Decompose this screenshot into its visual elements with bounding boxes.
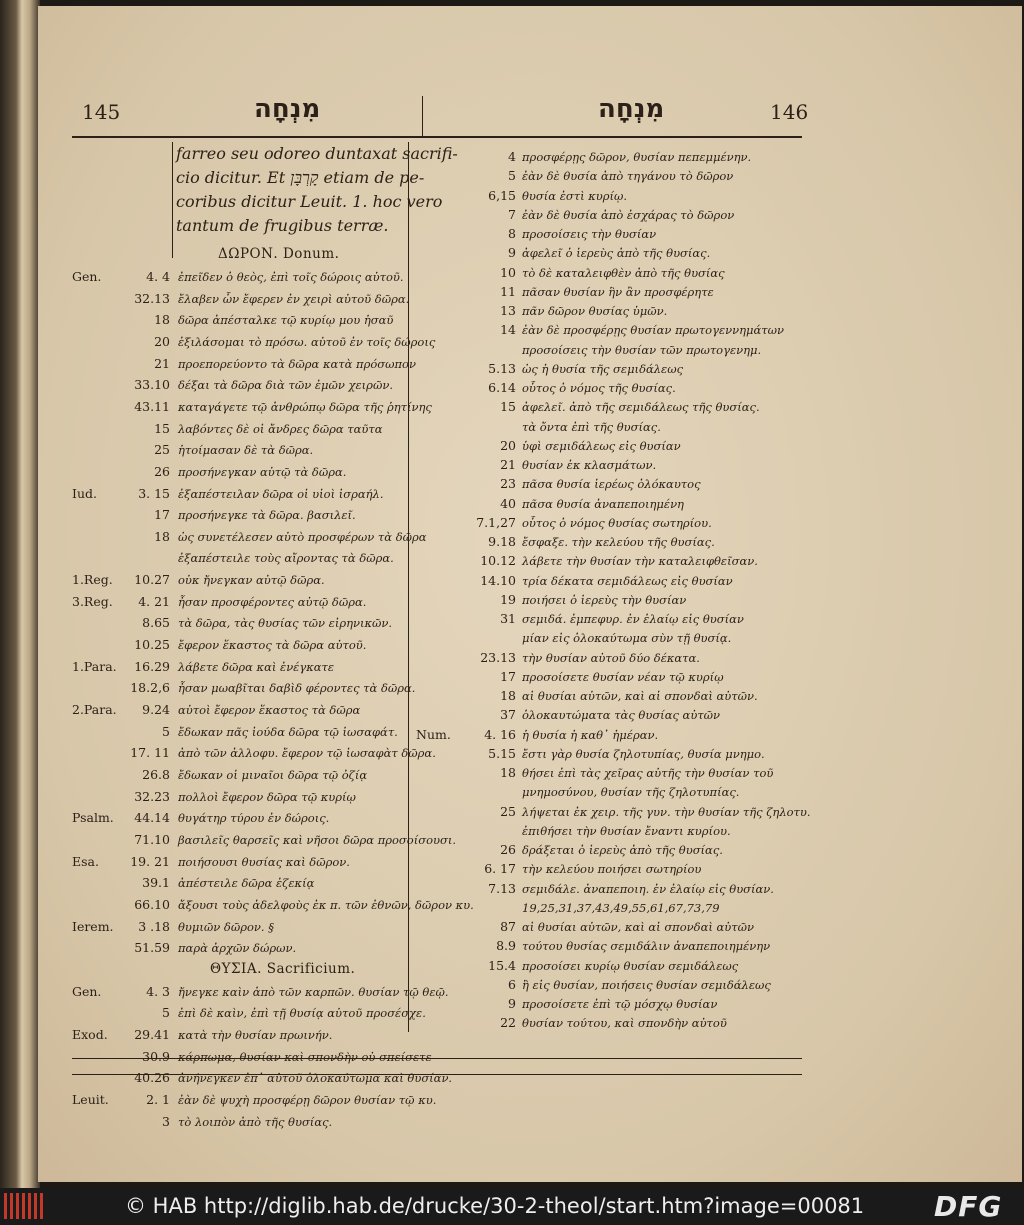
verse-reference: 37 bbox=[500, 707, 516, 723]
verse-reference: 17 bbox=[154, 507, 170, 523]
book-name: Psalm. bbox=[72, 810, 114, 826]
verse-reference: 4 bbox=[508, 149, 516, 164]
section-title-thysia: ΘΥΣΙΑ. Sacrificium. bbox=[210, 960, 356, 977]
book-name: 3.Reg. bbox=[72, 593, 113, 609]
greek-text: ὁλοκαυτώματα τὰς θυσίας αὐτῶν bbox=[522, 708, 721, 723]
intro-line: tantum de frugibus terræ. bbox=[176, 216, 389, 235]
verse-reference: 14.10 bbox=[480, 572, 516, 588]
verse-reference: 43.11 bbox=[134, 398, 170, 414]
verse-reference: 40.26 bbox=[134, 1070, 170, 1086]
left-doron-row bbox=[72, 786, 408, 808]
intro-line: farreo seu odoreo duntaxat sacrifi- bbox=[176, 144, 458, 163]
greek-text: ἔστι γὰρ θυσία ζηλοτυπίας, θυσία μνημο. bbox=[522, 746, 765, 761]
greek-text: πᾶσαν θυσίαν ἣν ἂν προσφέρητε bbox=[522, 284, 714, 299]
left-thysia-row bbox=[72, 1024, 408, 1046]
verse-reference: 10 bbox=[500, 264, 516, 280]
greek-text: ἐὰν δὲ θυσία ἀπὸ ἐσχάρας τὸ δῶρον bbox=[522, 207, 735, 222]
left-doron-row bbox=[72, 764, 408, 786]
greek-text: σεμιδάλε. ἀναπεποιη. ἐν ἐλαίῳ εἰς θυσίαν. bbox=[522, 881, 774, 896]
page-header bbox=[82, 92, 822, 132]
left-doron-row bbox=[72, 894, 474, 916]
section-title-doron: ΔΩΡΟΝ. Donum. bbox=[218, 246, 340, 262]
book-name: 1.Reg. bbox=[72, 572, 113, 588]
left-doron-row bbox=[72, 288, 408, 310]
greek-text: ἡτοίμασαν δὲ τὰ δῶρα. bbox=[178, 443, 314, 458]
book-name: Esa. bbox=[72, 853, 99, 869]
left-doron-row bbox=[72, 612, 408, 634]
hab-logo-icon bbox=[4, 1193, 46, 1221]
greek-text: κάρπωμα, θυσίαν καὶ σπονδὴν οὐ σπείσετε bbox=[178, 1049, 432, 1064]
left-doron-row bbox=[72, 916, 408, 938]
greek-text: τὰ δῶρα, τὰς θυσίας τῶν εἰρηνικῶν. bbox=[178, 616, 393, 631]
verse-reference: 18 bbox=[500, 765, 516, 780]
greek-text: ἐπεῖδεν ὁ θεὸς, ἐπὶ τοῖς δώροις αὐτοῦ. bbox=[178, 270, 404, 284]
footer-copyright: © HAB http://diglib.hab.de/drucke/30-2-theol/start.htm?image=00081 bbox=[125, 1194, 865, 1218]
greek-text: προσοίσετε θυσίαν νέαν τῷ κυρίῳ bbox=[522, 669, 724, 684]
verse-reference: 6. 17 bbox=[484, 861, 516, 877]
left-column bbox=[72, 142, 474, 1129]
left-doron-row bbox=[72, 872, 408, 894]
greek-text: τὰ ὄντα ἐπὶ τῆς θυσίας. bbox=[522, 419, 661, 434]
greek-text: προσοίσεις τὴν θυσίαν bbox=[522, 227, 657, 241]
greek-text: προσήνεγκαν αὐτῷ τὰ δῶρα. bbox=[178, 464, 347, 479]
left-doron-row bbox=[72, 742, 436, 764]
dfg-logo: DFG bbox=[934, 1190, 1003, 1223]
left-doron-row bbox=[72, 634, 408, 656]
header-rule bbox=[72, 136, 802, 138]
greek-text: 19,25,31,37,43,49,55,61,67,73,79 bbox=[522, 900, 720, 915]
greek-text: πᾶσα θυσία ἀναπεποιημένη bbox=[522, 496, 684, 511]
verse-reference: 10.27 bbox=[134, 572, 170, 588]
greek-text: αὐτοὶ ἔφερον ἕκαστος τὰ δῶρα bbox=[178, 703, 361, 717]
left-doron-row bbox=[72, 309, 408, 331]
left-doron-row bbox=[72, 569, 408, 591]
greek-text: ἢ εἰς θυσίαν, ποιήσεις θυσίαν σεμιδάλεως bbox=[522, 977, 771, 992]
left-thysia-row bbox=[72, 1111, 408, 1133]
greek-text: λήψεται ἐκ χειρ. τῆς γυν. τὴν θυσίαν τῆς ζηλοτυ. bbox=[522, 804, 811, 819]
right-row bbox=[416, 1012, 812, 1034]
greek-text: ἀπὸ τῶν ἀλλοφυ. ἔφερον τῷ ἰωσαφὰτ δῶρα. bbox=[178, 746, 436, 761]
greek-text: ἦσαν προσφέροντες αὐτῷ δῶρα. bbox=[178, 594, 367, 609]
greek-text: δέξαι τὰ δῶρα διὰ τῶν ἐμῶν χειρῶν. bbox=[178, 378, 393, 393]
verse-reference: 30.9 bbox=[142, 1048, 170, 1064]
verse-reference: 51.59 bbox=[134, 940, 170, 956]
verse-reference: 18.2,6 bbox=[130, 680, 170, 696]
left-thysia-row bbox=[72, 1089, 437, 1111]
greek-text: ἔλαβεν ὧν ἔφερεν ἐν χειρὶ αὐτοῦ δῶρα. bbox=[178, 291, 410, 306]
greek-text: προσήνεγκε τὰ δῶρα. βασιλεῖ. bbox=[178, 508, 356, 523]
greek-text: θήσει ἐπὶ τὰς χεῖρας αὐτῆς τὴν θυσίαν τοῦ bbox=[522, 766, 774, 780]
hebrew-heading-left: מִנְחָה bbox=[254, 94, 321, 124]
verse-reference: 6,15 bbox=[488, 187, 516, 203]
verse-reference: 20 bbox=[154, 333, 170, 349]
verse-reference: 3. 15 bbox=[138, 485, 170, 501]
verse-reference: 33.10 bbox=[134, 377, 170, 393]
greek-text: καταγάγετε τῷ ἀνθρώπῳ δῶρα τῆς ῥητίνης bbox=[178, 399, 432, 414]
left-doron-row bbox=[72, 656, 408, 678]
greek-text: μνημοσύνου, θυσίαν τῆς ζηλοτυπίας. bbox=[522, 785, 740, 800]
page-number-right: 146 bbox=[770, 100, 809, 124]
left-doron-row bbox=[72, 937, 408, 959]
verse-reference: 16.29 bbox=[134, 658, 170, 674]
verse-reference: 23 bbox=[500, 476, 516, 492]
greek-text: θυσία ἐστὶ κυρίῳ. bbox=[522, 188, 628, 203]
greek-text: τὸ λοιπὸν ἀπὸ τῆς θυσίας. bbox=[178, 1114, 333, 1129]
verse-reference: 5 bbox=[162, 723, 170, 739]
book-name: Exod. bbox=[72, 1027, 108, 1043]
verse-reference: 8.65 bbox=[142, 615, 170, 631]
greek-text: ὑφὶ σεμιδάλεως εἰς θυσίαν bbox=[522, 438, 681, 453]
greek-text: ἐπὶ δὲ καὶν, ἐπὶ τῇ θυσίᾳ αὐτοῦ προσέσχε. bbox=[178, 1006, 426, 1021]
verse-reference: 17. 11 bbox=[130, 745, 170, 761]
verse-reference: 4. 4 bbox=[146, 269, 170, 284]
left-doron-row bbox=[72, 461, 408, 483]
greek-text: προσοίσεις τὴν θυσίαν τῶν πρωτογενημ. bbox=[522, 342, 762, 357]
greek-text: ποιήσει ὁ ἱερεὺς τὴν θυσίαν bbox=[522, 592, 687, 607]
greek-text: ἤνεγκε καὶν ἀπὸ τῶν καρπῶν. θυσίαν τῷ θεῷ. bbox=[178, 984, 449, 999]
greek-text: μίαν εἰς ὁλοκαύτωμα σὺν τῇ θυσίᾳ. bbox=[522, 631, 732, 646]
greek-text: δῶρα ἀπέσταλκε τῷ κυρίῳ μου ἠσαῦ bbox=[178, 313, 394, 328]
greek-text: τρία δέκατα σεμιδάλεως εἰς θυσίαν bbox=[522, 573, 733, 588]
verse-reference: 2. 1 bbox=[146, 1092, 170, 1108]
greek-text: ἔδωκαν πᾶς ἰούδα δῶρα τῷ ἰωσαφάτ. bbox=[178, 724, 398, 739]
greek-text: ἐπιθήσει τὴν θυσίαν ἔναντι κυρίου. bbox=[522, 823, 731, 838]
greek-text: ἄξουσι τοὺς ἀδελφοὺς ἐκ π. τῶν ἐθνῶν, δῶρον κυ. bbox=[178, 897, 474, 912]
verse-reference: 21 bbox=[500, 457, 516, 472]
greek-text: πᾶν δῶρον θυσίας ὑμῶν. bbox=[522, 304, 668, 318]
left-doron-row bbox=[72, 266, 408, 288]
greek-text: αἱ θυσίαι αὐτῶν, καὶ αἱ σπονδαὶ αὐτῶν. bbox=[522, 689, 758, 703]
greek-text: θυμιῶν δῶρον. § bbox=[178, 919, 274, 934]
greek-text: ὡς συνετέλεσεν αὐτὸ προσφέρων τὰ δῶρα bbox=[178, 529, 427, 544]
greek-text: λάβετε τὴν θυσίαν τὴν καταλειφθεῖσαν. bbox=[522, 554, 758, 569]
verse-reference: 9 bbox=[508, 996, 516, 1011]
verse-reference: 15 bbox=[500, 399, 516, 415]
book-name: 2.Para. bbox=[72, 702, 117, 717]
greek-text: λάβετε δῶρα καὶ ἐνέγκατε bbox=[178, 659, 335, 674]
verse-reference: 26.8 bbox=[142, 766, 170, 782]
greek-text: τὸ δὲ καταλειφθὲν ἀπὸ τῆς θυσίας bbox=[522, 265, 725, 280]
left-thysia-row bbox=[72, 1067, 453, 1089]
book-name: Gen. bbox=[72, 983, 102, 999]
greek-text: προσοίσετε ἐπὶ τῷ μόσχῳ θυσίαν bbox=[522, 997, 718, 1011]
verse-reference: 5 bbox=[508, 168, 516, 184]
greek-text: ἐξαπέστειλε τοὺς αἴροντας τὰ δῶρα. bbox=[178, 551, 394, 566]
verse-reference: 39.1 bbox=[142, 875, 170, 891]
left-doron-row bbox=[72, 677, 416, 699]
greek-text: ἀπέστειλε δῶρα ἐζεκίᾳ bbox=[178, 876, 315, 891]
left-doron-row bbox=[72, 504, 408, 526]
greek-text: τὴν θυσίαν αὐτοῦ δύο δέκατα. bbox=[522, 650, 700, 665]
header-divider bbox=[422, 96, 423, 136]
left-doron-row bbox=[72, 396, 432, 418]
book-name: Gen. bbox=[72, 269, 102, 284]
verse-reference: 26 bbox=[500, 842, 516, 857]
verse-reference: 3 bbox=[162, 1113, 170, 1129]
left-doron-row bbox=[72, 526, 427, 548]
verse-reference: 8 bbox=[508, 226, 516, 241]
greek-text: ποιήσουσι θυσίας καὶ δῶρον. bbox=[178, 854, 350, 869]
footer-bar bbox=[0, 1188, 1024, 1225]
greek-text: οὗτος ὁ νόμος θυσίας σωτηρίου. bbox=[522, 515, 712, 530]
greek-text: προσοίσει κυρίῳ θυσίαν σεμιδάλεως bbox=[522, 958, 739, 973]
verse-reference: 25 bbox=[500, 803, 516, 819]
verse-reference: 32.13 bbox=[134, 290, 170, 306]
greek-text: παρὰ ἀρχῶν δώρων. bbox=[178, 941, 297, 956]
book-name: Iud. bbox=[72, 485, 97, 501]
greek-text: προεπορεύοντο τὰ δῶρα κατὰ πρόσωπον bbox=[178, 356, 416, 371]
intro-line: cio dicitur. Et קָרְבָּן etiam de pe- bbox=[176, 168, 425, 187]
greek-text: ἔδωκαν οἱ μιναῖοι δῶρα τῷ ὀζίᾳ bbox=[178, 767, 368, 782]
greek-text: ἦσαν μωαβῖται δαβὶδ φέροντες τὰ δῶρα. bbox=[178, 681, 416, 696]
left-doron-row bbox=[72, 331, 436, 353]
verse-reference: 10.25 bbox=[134, 637, 170, 653]
verse-reference: 19 bbox=[500, 591, 516, 607]
greek-text: ἐὰν δὲ προσφέρῃς θυσίαν πρωτογεννημάτων bbox=[522, 323, 784, 338]
verse-reference: 17 bbox=[500, 668, 516, 684]
greek-text: ἐὰν δὲ θυσία ἀπὸ τηγάνου τὸ δῶρον bbox=[522, 169, 734, 184]
verse-reference: 11 bbox=[500, 283, 516, 299]
left-doron-row bbox=[72, 483, 408, 505]
verse-reference: 22 bbox=[500, 1015, 516, 1031]
verse-reference: 7.13 bbox=[488, 880, 516, 896]
left-doron-row bbox=[72, 374, 408, 396]
left-doron-row bbox=[72, 699, 408, 721]
verse-reference: 4. 3 bbox=[146, 983, 170, 999]
book-name: Num. bbox=[416, 726, 451, 742]
verse-reference: 14 bbox=[500, 322, 516, 338]
greek-text: τούτου θυσίας σεμιδάλιν ἀναπεποιημένην bbox=[522, 939, 771, 954]
verse-reference: 87 bbox=[500, 919, 516, 934]
greek-text: ἔσφαξε. τὴν κελεύου τῆς θυσίας. bbox=[522, 535, 715, 549]
left-doron-row bbox=[72, 807, 408, 829]
verse-reference: 29.41 bbox=[134, 1027, 170, 1043]
verse-reference: 4. 16 bbox=[484, 726, 516, 742]
left-thysia-row bbox=[72, 1002, 426, 1024]
verse-reference: 26 bbox=[154, 463, 170, 479]
verse-reference: 23.13 bbox=[480, 649, 516, 665]
verse-reference: 32.23 bbox=[134, 788, 170, 804]
greek-text: ἐὰν δὲ ψυχὴ προσφέρῃ δῶρον θυσίαν τῷ κυ. bbox=[178, 1093, 437, 1108]
left-doron-row bbox=[72, 591, 408, 613]
verse-reference: 18 bbox=[500, 688, 516, 703]
greek-text: προσφέρῃς δῶρον, θυσίαν πεπεμμένην. bbox=[522, 150, 752, 164]
greek-text: δράξεται ὁ ἱερεὺς ἀπὸ τῆς θυσίας. bbox=[522, 843, 723, 857]
book-page bbox=[38, 6, 1022, 1182]
verse-reference: 5.15 bbox=[488, 745, 516, 761]
greek-text: θυγάτηρ τύρου ἐν δώροις. bbox=[178, 811, 330, 826]
left-thysia-row bbox=[72, 1046, 432, 1068]
left-doron-row bbox=[72, 439, 408, 461]
verse-reference: 15 bbox=[154, 420, 170, 436]
verse-reference: 44.14 bbox=[134, 810, 170, 826]
left-doron-row bbox=[72, 418, 408, 440]
book-edge bbox=[0, 0, 40, 1188]
verse-reference: 8.9 bbox=[496, 938, 516, 954]
greek-text: τὴν κελεύου ποιήσει σωτηρίου bbox=[522, 862, 702, 877]
intro-line: coribus dicitur Leuit. 1. hoc vero bbox=[176, 192, 443, 211]
greek-text: αἱ θυσίαι αὐτῶν, καὶ αἱ σπονδαὶ αὐτῶν bbox=[522, 920, 754, 934]
verse-reference: 18 bbox=[154, 528, 170, 544]
greek-text: ἔφερον ἕκαστος τὰ δῶρα αὐτοῦ. bbox=[178, 638, 367, 653]
verse-reference: 18 bbox=[154, 312, 170, 328]
verse-reference: 66.10 bbox=[134, 896, 170, 912]
verse-reference: 5 bbox=[162, 1005, 170, 1021]
verse-reference: 40 bbox=[500, 495, 516, 511]
verse-reference: 10.12 bbox=[480, 553, 516, 569]
verse-reference: 3 .18 bbox=[138, 918, 170, 934]
verse-reference: 13 bbox=[500, 303, 516, 318]
verse-reference: 9 bbox=[508, 245, 516, 261]
verse-reference: 25 bbox=[154, 442, 170, 458]
greek-text: πᾶσα θυσία ἱερέως ὁλόκαυτος bbox=[522, 477, 701, 492]
book-name: 1.Para. bbox=[72, 658, 117, 674]
right-column bbox=[416, 142, 812, 1042]
book-name: Ierem. bbox=[72, 918, 114, 934]
greek-text: ἡ θυσία ἡ καθ᾽ ἡμέραν. bbox=[522, 727, 659, 742]
greek-text: ἀφελεῖ. ἀπὸ τῆς σεμιδάλεως τῆς θυσίας. bbox=[522, 400, 760, 415]
left-thysia-row bbox=[72, 981, 449, 1003]
greek-text: πολλοὶ ἔφερον δῶρα τῷ κυρίῳ bbox=[178, 789, 356, 804]
verse-reference: 7 bbox=[508, 206, 516, 222]
verse-reference: 5.13 bbox=[488, 360, 516, 376]
hebrew-heading-right: מִנְחָה bbox=[598, 94, 665, 124]
verse-reference: 9.18 bbox=[488, 534, 516, 549]
verse-reference: 21 bbox=[154, 355, 170, 371]
greek-text: ἐξιλάσομαι τὸ πρόσω. αὐτοῦ ἐν τοῖς δώροις bbox=[178, 334, 436, 349]
left-doron-row bbox=[72, 547, 408, 569]
left-doron-row bbox=[72, 721, 408, 743]
verse-reference: 19. 21 bbox=[130, 853, 170, 869]
verse-reference: 7.1,27 bbox=[476, 514, 516, 530]
verse-reference: 15.4 bbox=[488, 957, 516, 973]
greek-text: λαβόντες δὲ οἱ ἄνδρες δῶρα ταῦτα bbox=[178, 421, 383, 436]
greek-text: βασιλεῖς θαρσεῖς καὶ νῆσοι δῶρα προσοίσουσι. bbox=[178, 832, 456, 847]
verse-reference: 6.14 bbox=[488, 380, 516, 395]
greek-text: οὗτος ὁ νόμος τῆς θυσίας. bbox=[522, 381, 676, 395]
greek-text: οὐκ ἤνεγκαν αὐτῷ δῶρα. bbox=[178, 573, 325, 588]
verse-reference: 6 bbox=[508, 976, 516, 992]
greek-text: ἀνήνεγκεν ἐπ᾽ αὐτοῦ ὁλοκαύτωμα καὶ θυσίαν. bbox=[178, 1071, 453, 1086]
verse-reference: 4. 21 bbox=[138, 593, 170, 609]
verse-reference: 20 bbox=[500, 437, 516, 453]
left-doron-row bbox=[72, 353, 416, 375]
greek-text: θυσίαν τούτου, καὶ σπονδὴν αὐτοῦ bbox=[522, 1016, 727, 1031]
page-number-left: 145 bbox=[82, 100, 121, 124]
greek-text: σεμιδά. ἐμπεφυρ. ἐν ἐλαίῳ εἰς θυσίαν bbox=[522, 612, 744, 626]
greek-text: θυσίαν ἐκ κλασμάτων. bbox=[522, 458, 657, 472]
greek-text: κατὰ τὴν θυσίαν πρωινήν. bbox=[178, 1028, 333, 1043]
verse-reference: 71.10 bbox=[134, 831, 170, 847]
greek-text: ὡς ἡ θυσία τῆς σεμιδάλεως bbox=[522, 361, 684, 376]
greek-text: ἐξαπέστειλαν δῶρα οἱ υἱοὶ ἰσραήλ. bbox=[178, 486, 384, 501]
verse-reference: 9.24 bbox=[142, 702, 170, 717]
greek-text: ἀφελεῖ ὁ ἱερεὺς ἀπὸ τῆς θυσίας. bbox=[522, 246, 711, 261]
book-name: Leuit. bbox=[72, 1092, 109, 1108]
left-doron-row bbox=[72, 829, 456, 851]
left-doron-row bbox=[72, 851, 408, 873]
verse-reference: 31 bbox=[500, 611, 516, 626]
